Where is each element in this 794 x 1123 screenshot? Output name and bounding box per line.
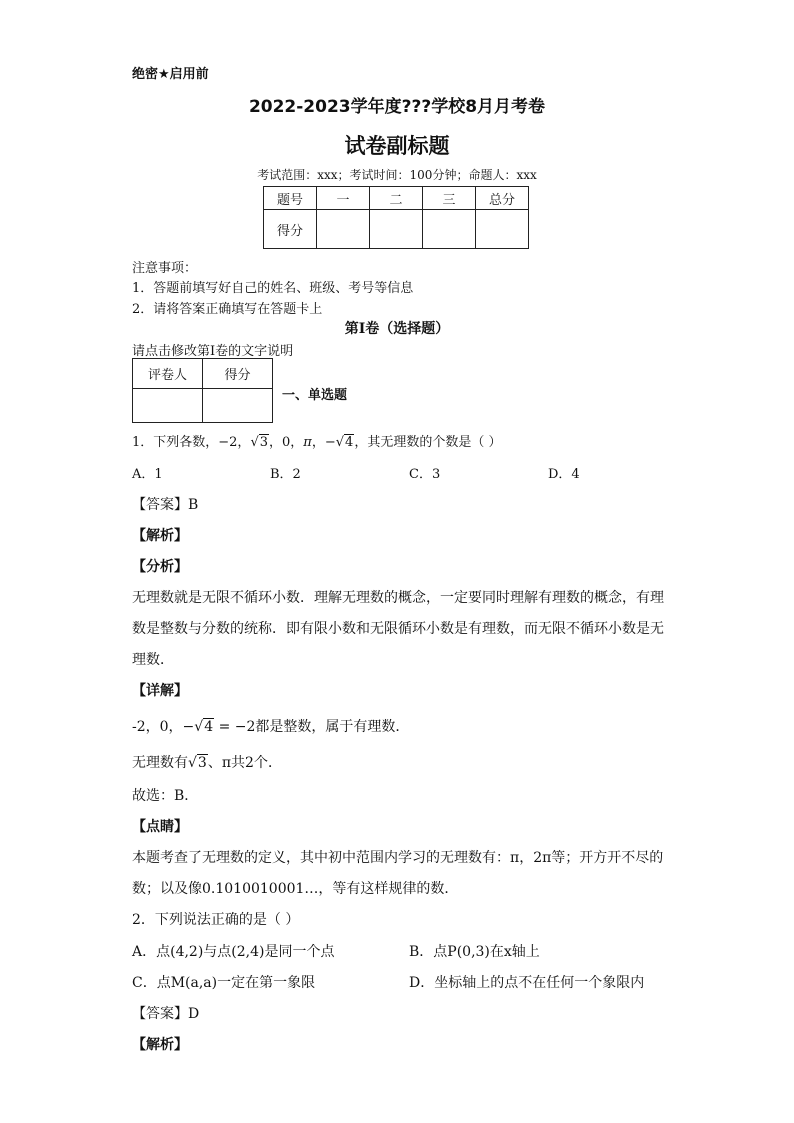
score-header-cell: 三 <box>423 187 476 210</box>
score-header-cell: 一 <box>317 187 370 210</box>
q1-stem-part: ，− <box>311 435 336 450</box>
q1-answer: 【答案】B <box>132 497 199 513</box>
grader-header-cell: 评卷人 <box>133 359 203 389</box>
score-table <box>263 186 529 249</box>
score-cell[interactable] <box>370 210 423 249</box>
note-item: 2．请将答案正确填写在答题卡上 <box>132 302 323 317</box>
q1-sqrt3: 3 <box>259 435 269 450</box>
q1-pi: π <box>303 435 312 450</box>
part-instruction: 请点击修改第I卷的文字说明 <box>132 344 294 359</box>
q2-option-c[interactable]: C．点M(a,a)一定在第一象限 <box>132 975 316 991</box>
q2-stem: 2．下列说法正确的是（ ） <box>132 912 300 928</box>
score-header-cell: 二 <box>370 187 423 210</box>
q1-analysis-tag: 【解析】 <box>132 528 188 544</box>
q1-option-c[interactable]: C．3 <box>409 467 441 482</box>
q1-detail-line: 故选：B． <box>132 788 199 804</box>
q1-option-d[interactable]: D．4 <box>548 467 580 482</box>
q1-comment-tag: 【点睛】 <box>132 819 188 835</box>
q2-analysis-tag: 【解析】 <box>132 1037 188 1053</box>
q2-option-d[interactable]: D．坐标轴上的点不在任何一个象限内 <box>409 975 645 991</box>
part-title: 第I卷（选择题） <box>344 321 450 337</box>
note-item: 1．答题前填写好自己的姓名、班级、考号等信息 <box>132 281 414 296</box>
q1-option-b[interactable]: B．2 <box>270 467 301 482</box>
score-header-cell: 总分 <box>476 187 529 210</box>
score-cell[interactable] <box>423 210 476 249</box>
q1-detail-sqrt: 3 <box>197 755 207 771</box>
exam-subtitle: 试卷副标题 <box>344 134 450 158</box>
section-title: 一、单选题 <box>282 388 348 403</box>
q1-detail-part: 无理数有 <box>132 755 188 771</box>
notes-heading: 注意事项： <box>132 261 198 276</box>
q1-fenxi-tag: 【分析】 <box>132 559 188 575</box>
score-cell[interactable] <box>317 210 370 249</box>
q1-sqrt4: 4 <box>345 435 354 450</box>
q2-option-b[interactable]: B．点P(0,3)在x轴上 <box>409 944 540 960</box>
q1-detail-part: -2，0，− <box>132 719 195 735</box>
confidential-label: 绝密★启用前 <box>132 67 209 82</box>
q1-stem-part: ，0， <box>269 435 304 450</box>
score-header-cell: 题号 <box>264 187 317 210</box>
q1-stem-part: ，其无理数的个数是（ ） <box>354 435 502 450</box>
grader-table <box>132 358 273 423</box>
exam-title: 2022-2023学年度???学校8月月考卷 <box>248 97 546 117</box>
sqrt-icon: √ <box>188 755 197 771</box>
sqrt-icon: √ <box>194 719 204 735</box>
q1-detail-part: = −2都是整数，属于有理数． <box>214 719 410 735</box>
q2-option-a[interactable]: A．点(4,2)与点(2,4)是同一个点 <box>132 944 335 960</box>
sqrt-icon: √ <box>335 435 345 450</box>
q1-detail-line <box>132 716 409 736</box>
q1-comment-line: 数；以及像0.1010010001…，等有这样规律的数． <box>132 881 459 897</box>
sqrt-icon: √ <box>250 435 259 450</box>
score-cell[interactable] <box>476 210 529 249</box>
q1-detail-sqrt: 4 <box>204 719 214 735</box>
q1-detail-part: 、π共2个． <box>207 755 282 771</box>
score-row-label: 得分 <box>264 210 317 249</box>
q1-stem-part: 1．下列各数，−2， <box>132 435 251 450</box>
q1-detail-line <box>132 752 282 772</box>
q1-fenxi-line: 无理数就是无限不循环小数．理解无理数的概念，一定要同时理解有理数的概念，有理 <box>132 590 664 606</box>
q2-answer: 【答案】D <box>132 1006 200 1022</box>
grader-cell[interactable] <box>133 389 203 423</box>
grader-header-cell: 得分 <box>203 359 273 389</box>
q1-stem <box>132 431 501 450</box>
q1-fenxi-line: 理数． <box>132 652 174 668</box>
q1-option-a[interactable]: A．1 <box>132 467 163 482</box>
grader-cell[interactable] <box>203 389 273 423</box>
q1-detail-tag: 【详解】 <box>132 683 188 699</box>
exam-info: 考试范围：xxx；考试时间：100分钟；命题人：xxx <box>257 168 537 182</box>
q1-fenxi-line: 数是整数与分数的统称．即有限小数和无限循环小数是有理数，而无限不循环小数是无 <box>132 621 664 637</box>
q1-comment-line: 本题考查了无理数的定义，其中初中范围内学习的无理数有：π，2π等；开方开不尽的 <box>132 850 664 866</box>
